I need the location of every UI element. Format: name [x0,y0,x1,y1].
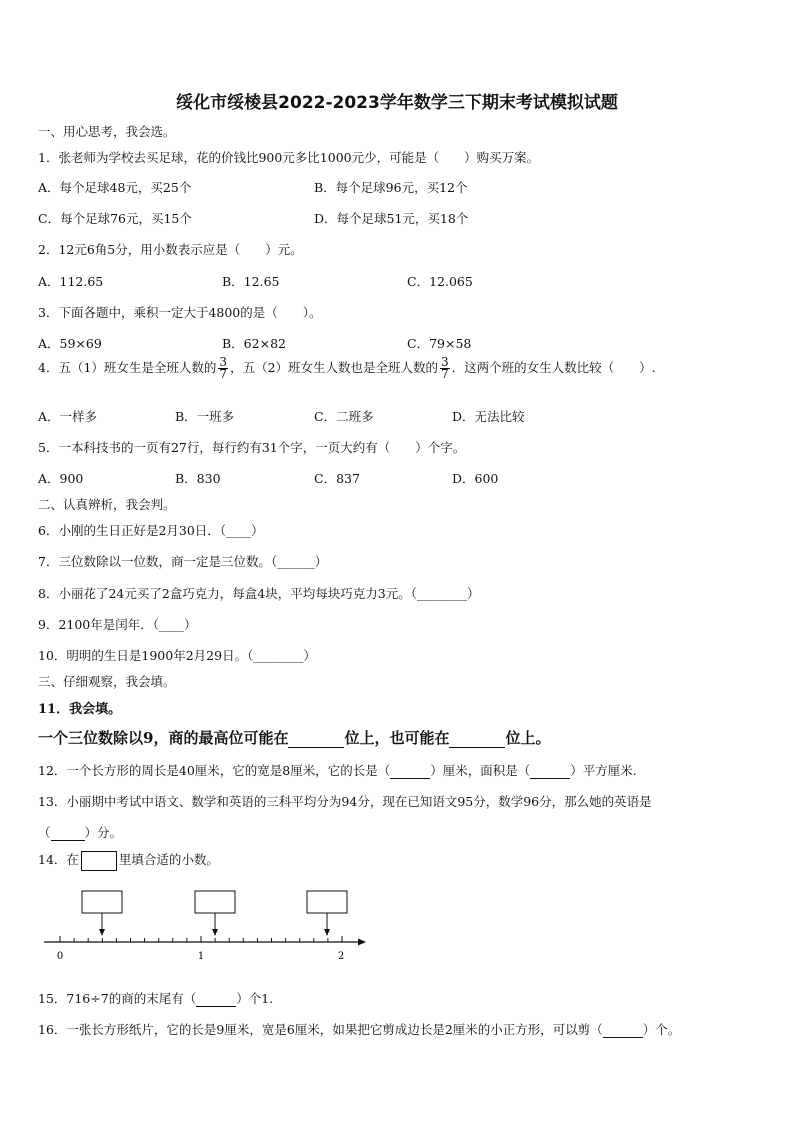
example-answer-box [81,851,117,871]
number-line-answer-box-1[interactable] [82,891,122,913]
question-13-line1: 13．小丽期中考试中语文、数学和英语的三科平均分为94分，现在已知语文95分，数学96分，那么她的英语是 [38,794,652,809]
question-1-option-c[interactable]: C．每个足球76元，买15个 [38,211,192,226]
question-4-option-c[interactable]: C．二班多 [314,409,374,424]
fraction-denominator: 7 [219,367,228,381]
question-16-part1: 16．一张长方形纸片，它的长是9厘米，宽是6厘米，如果把它剪成边长是2厘米的小正方形，可以剪（ [38,1022,603,1037]
question-3-option-a[interactable]: A．59×69 [38,336,102,351]
question-14-part2: 里填合适的小数。 [118,852,219,867]
number-line-arrowhead [358,939,366,946]
question-15-part2: ）个1. [236,991,274,1006]
number-line-answer-box-2[interactable] [195,891,235,913]
question-8-text: 8．小丽花了24元买了2盒巧克力，每盒4块，平均每块巧克力3元。 [38,586,411,601]
tick-label-1: 1 [197,951,205,962]
question-2-option-a[interactable]: A．112.65 [38,274,104,289]
question-12-part3: ）平方厘米. [570,763,637,778]
question-15-part1: 15．716÷7的商的末尾有（ [38,991,197,1006]
number-line-answer-box-3[interactable] [307,891,347,913]
question-13-blank[interactable] [51,825,85,841]
question-10-text: 10．明明的生日是1900年2月29日。 [38,648,248,663]
question-7 [38,552,327,570]
tick-label-2: 2 [337,951,345,962]
question-5-option-d[interactable]: D．600 [452,471,499,486]
question-13-open-paren: （ [38,825,51,840]
question-4-stem [38,357,656,380]
question-6-text: 6．小刚的生日正好是2月30日． [38,523,220,538]
question-3-option-b[interactable]: B．62×82 [222,336,286,351]
question-4-option-d[interactable]: D．无法比较 [452,409,525,424]
question-12-part1: 12．一个长方形的周长是40厘米，它的宽是8厘米，它的长是（ [38,763,391,778]
question-13-close: ）分。 [84,825,123,840]
question-8-answer-blank[interactable]: （________） [410,586,480,601]
question-10 [38,646,316,664]
question-2-option-b[interactable]: B．12.65 [222,274,280,289]
question-7-text: 7．三位数除以一位数，商一定是三位数。 [38,554,271,569]
question-6-answer-blank[interactable]: （____） [219,523,264,538]
fraction-numerator: 3 [441,355,449,369]
fraction-3-7 [218,357,228,380]
tick-label-0: 0 [56,951,64,962]
question-15-blank[interactable] [196,991,236,1007]
question-16-part2: ）个。 [642,1022,681,1037]
question-2-stem: 2．12元6角5分，用小数表示应是（ ）元。 [38,242,303,257]
question-4-part3: ．这两个班的女生人数比较（ ）. [451,360,656,375]
question-1-option-a[interactable]: A．每个足球48元，买25个 [38,180,192,195]
question-13-line2 [38,823,122,841]
question-5-option-c[interactable]: C．837 [314,471,360,486]
question-1-stem: 1．张老师为学校去买足球，花的价钱比900元多比1000元少，可能是（ ）购买万案。 [38,150,540,165]
question-7-answer-blank[interactable]: （______） [270,554,328,569]
question-9-answer-blank[interactable]: （____） [152,617,197,632]
number-line-ticks [60,936,342,942]
question-9 [38,615,197,633]
question-9-text: 9．2100年是闰年． [38,617,153,632]
question-3-stem: 3．下面各题中，乘积一定大于4800的是（ ）。 [38,305,322,320]
question-4-option-a[interactable]: A．一样多 [38,409,98,424]
question-11-part1: 一个三位数除以9，商的最高位可能在 [38,729,289,747]
question-11-part2: 位上，也可能在 [344,729,450,747]
question-2-option-c[interactable]: C．12.065 [407,274,473,289]
question-11-part3: 位上。 [505,729,551,747]
question-1-option-d[interactable]: D．每个足球51元，买18个 [314,211,469,226]
section-3-heading: 三、仔细观察，我会填。 [38,674,176,689]
question-12 [38,761,637,779]
section-1-heading: 一、用心思考，我会选。 [38,124,176,139]
pointer-arrow-3 [324,913,330,936]
question-6 [38,521,264,539]
number-line-figure [40,885,370,965]
section-2-heading: 二、认真辨析，我会判。 [38,497,176,512]
question-11-blank-2[interactable] [449,729,505,748]
fraction-denominator: 7 [441,367,449,381]
question-1-option-b[interactable]: B．每个足球96元，买12个 [314,180,468,195]
fraction-3-7-second [440,357,450,380]
question-15 [38,989,273,1007]
question-12-part2: ）厘米，面积是（ [430,763,531,778]
question-16-blank[interactable] [603,1022,643,1038]
question-11-text [38,727,550,748]
question-14 [38,850,219,871]
question-12-blank-area[interactable] [530,763,570,779]
pointer-arrow-2 [212,913,218,936]
question-8 [38,584,479,602]
question-4-option-b[interactable]: B．一班多 [175,409,235,424]
question-11-label: 11．我会填。 [38,702,122,717]
question-14-part1: 14．在 [38,852,79,867]
question-3-option-c[interactable]: C．79×58 [407,336,472,351]
pointer-arrow-1 [99,913,105,936]
question-5-option-a[interactable]: A．900 [38,471,84,486]
question-11-blank-1[interactable] [288,729,344,748]
question-4-part2: ，五（2）班女生人数也是全班人数的 [230,360,439,375]
question-4-part1: 4．五（1）班女生是全班人数的 [38,360,217,375]
page-title: 绥化市绥棱县2022-2023学年数学三下期末考试模拟试题 [176,93,618,113]
question-16 [38,1020,680,1038]
question-10-answer-blank[interactable]: （________） [247,648,316,663]
question-5-stem: 5．一本科技书的一页有27行，每行约有31个字，一页大约有（ ）个字。 [38,440,466,455]
question-12-blank-length[interactable] [390,763,430,779]
fraction-numerator: 3 [219,355,228,369]
question-5-option-b[interactable]: B．830 [175,471,221,486]
